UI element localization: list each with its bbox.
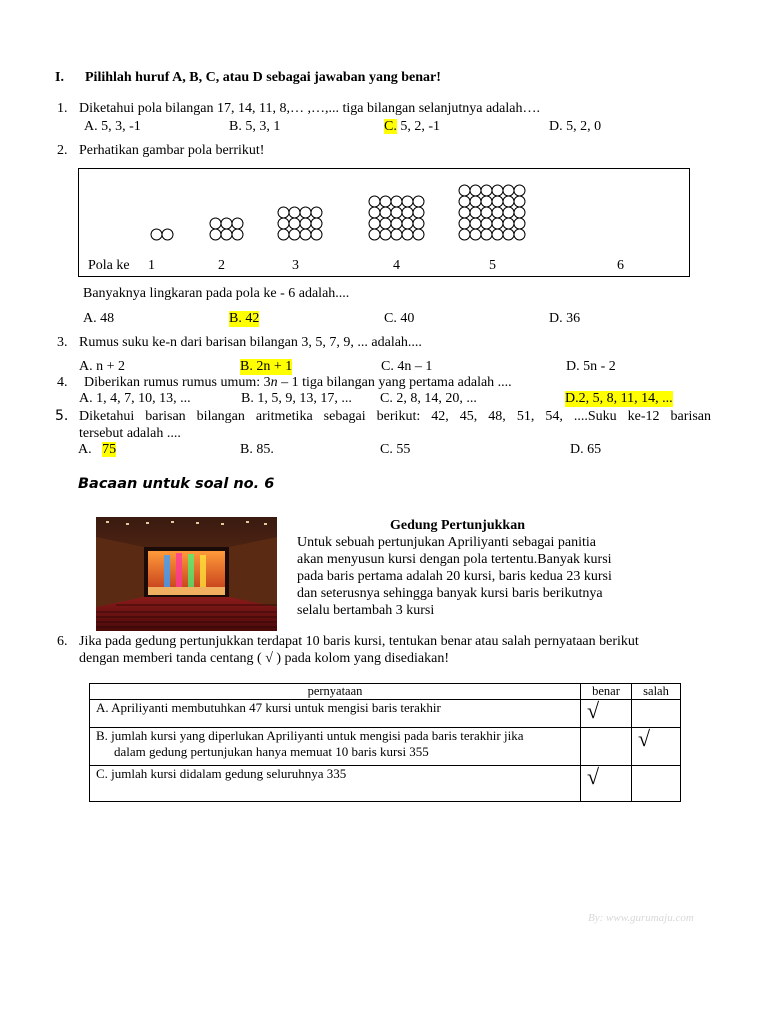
pattern-4-circle bbox=[380, 207, 391, 218]
q4-number: 4. bbox=[57, 375, 68, 390]
theater-illustration bbox=[96, 517, 277, 631]
pattern-5-circle bbox=[459, 185, 470, 196]
pola-number-4: 4 bbox=[393, 258, 400, 273]
theater-image bbox=[96, 517, 277, 631]
pattern-5-circle bbox=[503, 218, 514, 229]
q6-text-line2: dengan memberi tanda centang ( √ ) pada kolom yang disediakan! bbox=[79, 651, 449, 666]
pattern-1-circle bbox=[151, 229, 162, 240]
q1-option-c bbox=[384, 119, 440, 135]
pola-number-1: 1 bbox=[148, 258, 155, 273]
pattern-5-circle bbox=[492, 207, 503, 218]
q5-option-d: D. 65 bbox=[570, 442, 602, 457]
pattern-1-circle bbox=[162, 229, 173, 240]
pattern-4-circle bbox=[380, 218, 391, 229]
q6-text-line1: Jika pada gedung pertunjukkan terdapat 10 baris kursi, tentukan benar atau salah pernyataan berikut bbox=[79, 634, 639, 649]
pattern-5-circle bbox=[459, 207, 470, 218]
pattern-3-circle bbox=[300, 229, 311, 240]
q3-option-a: A. n + 2 bbox=[79, 359, 126, 374]
pattern-3-circle bbox=[311, 207, 322, 218]
pattern-2-circle bbox=[221, 218, 232, 229]
pattern-3-circle bbox=[289, 207, 300, 218]
pattern-5-circle bbox=[514, 218, 525, 229]
q5-option-a bbox=[78, 442, 116, 458]
circle-pattern-drawing bbox=[79, 169, 689, 276]
statement-c-salah-cell[interactable] bbox=[632, 766, 681, 802]
pattern-4-circle bbox=[391, 218, 402, 229]
pattern-5-circle bbox=[459, 196, 470, 207]
pattern-4-circle bbox=[369, 196, 380, 207]
statement-c: C. jumlah kursi didalam gedung seluruhnya 335 bbox=[90, 766, 581, 802]
statement-b bbox=[90, 728, 581, 766]
pattern-4-circle bbox=[391, 229, 402, 240]
watermark: By: www.gurumaju.com bbox=[588, 912, 694, 924]
reading-line-4: dan seterusnya sehingga banyak kursi baris berikutnya bbox=[297, 586, 603, 601]
pattern-5-circle bbox=[470, 229, 481, 240]
pattern-5-circle bbox=[503, 196, 514, 207]
q1-option-a: A. 5, 3, -1 bbox=[84, 119, 141, 134]
pattern-4-circle bbox=[402, 218, 413, 229]
pattern-5-circle bbox=[481, 207, 492, 218]
pattern-5-circle bbox=[470, 196, 481, 207]
q4-text-post: – 1 tiga bilangan yang pertama adalah .... bbox=[277, 375, 512, 390]
reading-line-3: pada baris pertama adalah 20 kursi, baris kedua 23 kursi bbox=[297, 569, 612, 584]
header-salah: salah bbox=[632, 684, 681, 700]
pattern-5-circle bbox=[514, 185, 525, 196]
section-title: Pilihlah huruf A, B, C, atau D sebagai jawaban yang benar! bbox=[85, 70, 441, 85]
table-row bbox=[90, 766, 681, 802]
pattern-4-circle bbox=[369, 207, 380, 218]
pattern-5-circle bbox=[470, 207, 481, 218]
pola-number-6: 6 bbox=[617, 258, 624, 273]
q2-option-d: D. 36 bbox=[549, 311, 581, 326]
pattern-5-circle bbox=[503, 185, 514, 196]
pattern-5-circle bbox=[503, 207, 514, 218]
table-row bbox=[90, 728, 681, 766]
section-number: I. bbox=[55, 70, 64, 85]
reading-title: Gedung Pertunjukkan bbox=[390, 518, 525, 533]
header-benar: benar bbox=[581, 684, 632, 700]
header-pernyataan: pernyataan bbox=[90, 684, 581, 700]
pattern-5-circle bbox=[514, 196, 525, 207]
q5-text-line2: tersebut adalah .... bbox=[79, 426, 181, 441]
q4-option-b: B. 1, 5, 9, 13, 17, ... bbox=[241, 391, 352, 406]
pola-label: Pola ke bbox=[88, 258, 130, 273]
q2-option-c: C. 40 bbox=[384, 311, 415, 326]
pattern-5-circle bbox=[459, 218, 470, 229]
pattern-3-circle bbox=[311, 229, 322, 240]
pattern-4-circle bbox=[369, 229, 380, 240]
pattern-5-circle bbox=[514, 229, 525, 240]
pattern-3-circle bbox=[300, 218, 311, 229]
statement-a-benar-cell[interactable]: √ bbox=[581, 700, 632, 728]
pattern-3-circle bbox=[278, 229, 289, 240]
table-row bbox=[90, 700, 681, 728]
pattern-4-circle bbox=[413, 229, 424, 240]
q3-text: Rumus suku ke-n dari barisan bilangan 3, 5, 7, 9, ... adalah.... bbox=[79, 335, 422, 350]
statement-b-salah-cell[interactable]: √ bbox=[632, 728, 681, 766]
q2-number: 2. bbox=[57, 143, 68, 158]
q2-option-b: B. 42 bbox=[229, 311, 260, 326]
pattern-5-circle bbox=[459, 229, 470, 240]
statement-c-benar-cell[interactable]: √ bbox=[581, 766, 632, 802]
q4-option-c: C. 2, 8, 14, 20, ... bbox=[380, 391, 477, 406]
pola-number-5: 5 bbox=[489, 258, 496, 273]
q5-option-b: B. 85. bbox=[240, 442, 274, 457]
pattern-2-circle bbox=[210, 229, 221, 240]
pattern-5-circle bbox=[503, 229, 514, 240]
reading-line-1: Untuk sebuah pertunjukan Apriliyanti sebagai panitia bbox=[297, 535, 596, 550]
pattern-4-circle bbox=[413, 196, 424, 207]
pattern-3-circle bbox=[289, 218, 300, 229]
statement-b-line1: B. jumlah kursi yang diperlukan Apriliyanti untuk mengisi pada baris terakhir jika bbox=[96, 728, 524, 743]
q2-text: Perhatikan gambar pola berrikut! bbox=[79, 143, 265, 158]
statement-a: A. Apriliyanti membutuhkan 47 kursi untuk mengisi baris terakhir bbox=[90, 700, 581, 728]
q4-option-a: A. 1, 4, 7, 10, 13, ... bbox=[79, 391, 191, 406]
pattern-3-circle bbox=[289, 229, 300, 240]
pattern-5-circle bbox=[481, 229, 492, 240]
pattern-4-circle bbox=[402, 207, 413, 218]
q5-number: 5. bbox=[55, 408, 69, 424]
reading-line-5: selalu bertambah 3 kursi bbox=[297, 603, 435, 618]
q3-number: 3. bbox=[57, 335, 68, 350]
q4-text bbox=[84, 375, 512, 391]
pattern-4-circle bbox=[391, 196, 402, 207]
pattern-5-circle bbox=[492, 185, 503, 196]
q2-option-a: A. 48 bbox=[83, 311, 115, 326]
q1-option-c-letter: C. bbox=[384, 119, 397, 134]
pattern-4-circle bbox=[402, 229, 413, 240]
pola-number-3: 3 bbox=[292, 258, 299, 273]
q2-question: Banyaknya lingkaran pada pola ke - 6 adalah.... bbox=[83, 286, 350, 301]
pattern-4-circle bbox=[413, 207, 424, 218]
q6-number: 6. bbox=[57, 634, 68, 649]
pattern-4-circle bbox=[413, 218, 424, 229]
reading-heading: Bacaan untuk soal no. 6 bbox=[78, 476, 275, 492]
pattern-5-circle bbox=[481, 218, 492, 229]
q4-option-d: D.2, 5, 8, 11, 14, ... bbox=[565, 391, 673, 406]
q4-text-variable: n bbox=[270, 375, 278, 390]
pattern-5-circle bbox=[481, 196, 492, 207]
pattern-5-circle bbox=[470, 218, 481, 229]
q3-option-d: D. 5n - 2 bbox=[566, 359, 616, 374]
q5-text-line1: Diketahui barisan bilangan aritmetika sebagai berikut: 42, 45, 48, 51, 54, ....Suku ke-12 barisan bbox=[79, 409, 711, 424]
pattern-5-circle bbox=[492, 229, 503, 240]
pattern-3-circle bbox=[278, 218, 289, 229]
q1-number: 1. bbox=[57, 101, 68, 116]
pattern-4-circle bbox=[380, 229, 391, 240]
pattern-5-circle bbox=[514, 207, 525, 218]
circle-pattern-figure bbox=[78, 168, 690, 277]
pattern-5-circle bbox=[481, 185, 492, 196]
q3-option-c: C. 4n – 1 bbox=[381, 359, 433, 374]
pattern-2-circle bbox=[232, 218, 243, 229]
q5-option-a-value: 75 bbox=[102, 442, 117, 457]
pattern-3-circle bbox=[278, 207, 289, 218]
pattern-4-circle bbox=[380, 196, 391, 207]
pattern-3-circle bbox=[311, 218, 322, 229]
q1-option-b: B. 5, 3, 1 bbox=[229, 119, 281, 134]
statement-b-benar-cell[interactable] bbox=[581, 728, 632, 766]
pattern-4-circle bbox=[369, 218, 380, 229]
reading-line-2: akan menyusun kursi dengan pola tertentu.Banyak kursi bbox=[297, 552, 612, 567]
q3-option-b: B. 2n + 1 bbox=[240, 359, 293, 374]
pola-number-2: 2 bbox=[218, 258, 225, 273]
pattern-5-circle bbox=[470, 185, 481, 196]
pattern-2-circle bbox=[232, 229, 243, 240]
q5-option-c: C. 55 bbox=[380, 442, 411, 457]
q1-option-d: D. 5, 2, 0 bbox=[549, 119, 602, 134]
pattern-2-circle bbox=[221, 229, 232, 240]
pattern-5-circle bbox=[492, 196, 503, 207]
statement-a-salah-cell[interactable] bbox=[632, 700, 681, 728]
pattern-3-circle bbox=[300, 207, 311, 218]
q4-text-pre: Diberikan rumus rumus umum: 3 bbox=[84, 375, 271, 390]
statement-b-line2: dalam gedung pertunjukan hanya memuat 10 baris kursi 355 bbox=[114, 744, 429, 759]
pattern-4-circle bbox=[402, 196, 413, 207]
q1-text: Diketahui pola bilangan 17, 14, 11, 8,… ,…,... tiga bilangan selanjutnya adalah…. bbox=[79, 101, 540, 116]
q1-option-c-value: 5, 2, -1 bbox=[396, 119, 441, 134]
pattern-2-circle bbox=[210, 218, 221, 229]
q5-option-a-letter: A. bbox=[78, 442, 92, 457]
pattern-5-circle bbox=[492, 218, 503, 229]
pattern-4-circle bbox=[391, 207, 402, 218]
statement-table bbox=[89, 683, 681, 802]
